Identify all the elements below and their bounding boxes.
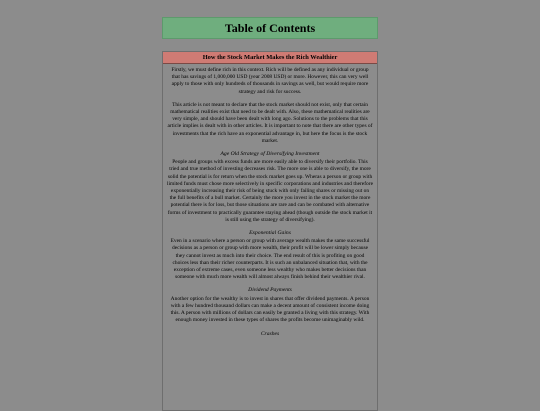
section-paragraph: Another option for the wealthy is to invest in shares that offer dividend payments. A person with a few hundred thousand dollars can make a decent amount of consistent income doing this. A person with millions of dollars can easily be granted a living with this strategy. With enough money invested in these types of shares the profits become unimaginably wild. <box>170 295 370 324</box>
section-heading: Crashes <box>260 330 280 337</box>
table-of-contents-header[interactable] <box>162 17 378 39</box>
intro-paragraph: This article is not meant to declare that the stock market should not exist, only that certain mathematical realities exist that need to be dealt with. Also, these mathematical realities are very simple, and should have been dealt with long ago. Solutions to the problems that this article implies is dealt with in other articles. It is important to note that there are other types of investments that the rich have an exponential advantage in, but here the focus is the stock market. <box>167 101 373 144</box>
intro-paragraph: Firstly, we must define rich in this context. Rich will be defined as any individual or group that has savings of 1,000,000 USD (year 2008 USD) or more. However, this can very well apply to those with only hundreds of thousands in savings as well, but would require more strategy and risk for success. <box>171 67 369 95</box>
section-heading: Exponential Gains <box>249 230 291 237</box>
section-paragraph: People and groups with excess funds are more easily able to diversify their portfolio. This tried and true method of investing decreases risk. The more one is able to diversify, the more solid the potential is for return when the stock market goes up. Wheras a person or group with limited funds must chose more selectively in specific corporations and industries and therefore exponentially increasing their risk of being stuck with only failing shares or missing out on the full benefits of a bull market. Certainly the more you invest in the stock market the more potential there is for loss, but those situations are rare and can be combated with alternative forms of investment to practically guarantee staying ahead (though outside the stock market it is still using the strategy of diversifying). <box>167 159 373 223</box>
article-body <box>163 64 377 338</box>
section-heading: Dividend Payments <box>248 287 292 294</box>
section-heading: Age Old Strategy of Diversifying Investment <box>220 151 320 158</box>
article-panel <box>162 51 378 411</box>
toc-title[interactable]: Table of Contents <box>224 20 316 35</box>
article-title: How the Stock Market Makes the Rich Wealthier <box>163 52 377 64</box>
section-paragraph: Even in a scenario where a person or group with average wealth makes the same successful decisions as a person or group with more wealth, their profit will be lower simply because they cannot invest as much into their choice. The end result of this is profiting on good choices less than their richer counterparts. It is such an unbalanced situation that, with the exception of extreme cases, even someone less wealthy who makes better decisions than someone with much more wealth will almost always finish behind their wealthier rival. <box>170 238 370 281</box>
